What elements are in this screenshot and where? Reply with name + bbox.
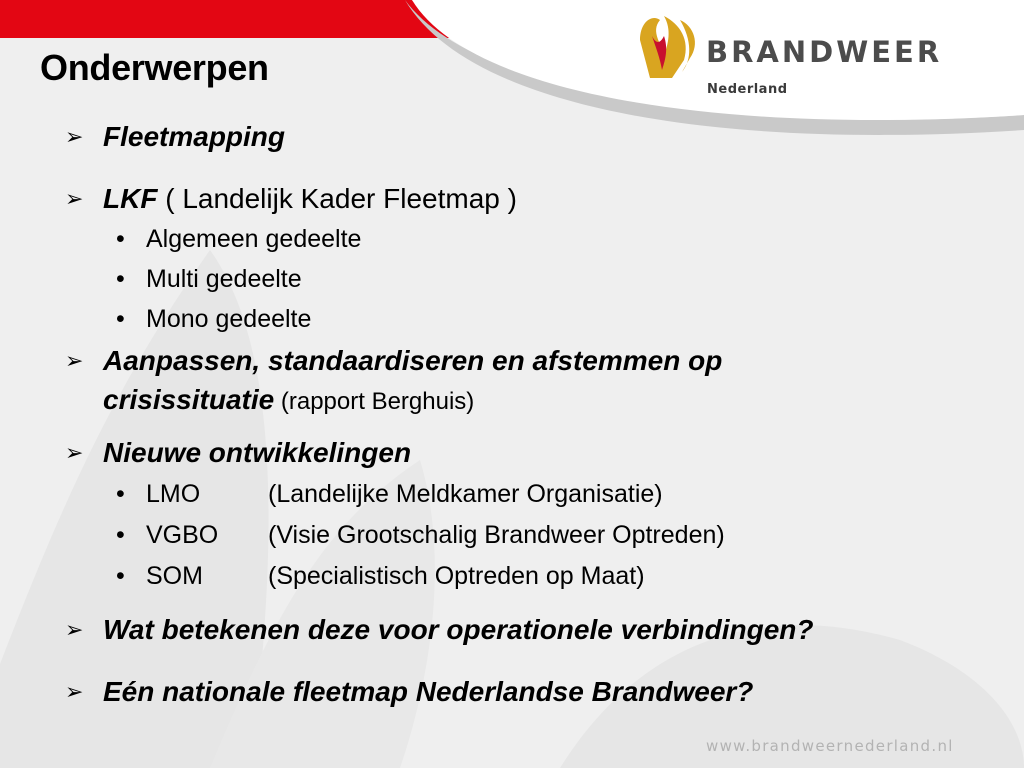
sub-bullet-vgbo: • VGBO (Visie Grootschalig Brandweer Optreden) [116, 521, 725, 549]
arrow-bullet-icon: ➢ [65, 440, 84, 465]
bullet-lkf: ➢ LKF ( Landelijk Kader Fleetmap ) [103, 179, 517, 218]
sub-bullet-multi: • Multi gedeelte [116, 265, 302, 293]
bullet-wat-betekenen: ➢ Wat betekenen deze voor operationele verbindingen? [103, 610, 814, 649]
red-banner [0, 0, 450, 38]
bullet-een-nationale: ➢ Eén nationale fleetmap Nederlandse Brandweer? [103, 672, 753, 711]
brand-subtitle: Nederland [707, 82, 788, 97]
arrow-bullet-icon: ➢ [65, 679, 84, 704]
footer-url: www.brandweernederland.nl [706, 737, 954, 755]
sub-bullet-lmo: • LMO (Landelijke Meldkamer Organisatie) [116, 480, 663, 508]
bullet-nieuwe: ➢ Nieuwe ontwikkelingen [103, 433, 411, 472]
arrow-bullet-icon: ➢ [65, 348, 84, 373]
dot-bullet-icon: • [116, 521, 125, 549]
sub-bullet-som: • SOM (Specialistisch Optreden op Maat) [116, 562, 645, 590]
bullet-fleetmapping: ➢ Fleetmapping [103, 117, 285, 156]
dot-bullet-icon: • [116, 305, 125, 333]
dot-bullet-icon: • [116, 480, 125, 508]
slide-title: Onderwerpen [40, 47, 269, 88]
sub-bullet-mono: • Mono gedeelte [116, 305, 312, 333]
sub-bullet-algemeen: • Algemeen gedeelte [116, 225, 362, 253]
dot-bullet-icon: • [116, 562, 125, 590]
bullet-aanpassen-line2: crisissituatie (rapport Berghuis) [103, 384, 475, 415]
arrow-bullet-icon: ➢ [65, 617, 84, 642]
brand-name: BRANDWEER [706, 35, 943, 69]
arrow-bullet-icon: ➢ [65, 186, 84, 211]
arrow-bullet-icon: ➢ [65, 124, 84, 149]
dot-bullet-icon: • [116, 265, 125, 293]
dot-bullet-icon: • [116, 225, 125, 253]
bullet-aanpassen: ➢ Aanpassen, standaardiseren en afstemmen op [103, 341, 722, 380]
